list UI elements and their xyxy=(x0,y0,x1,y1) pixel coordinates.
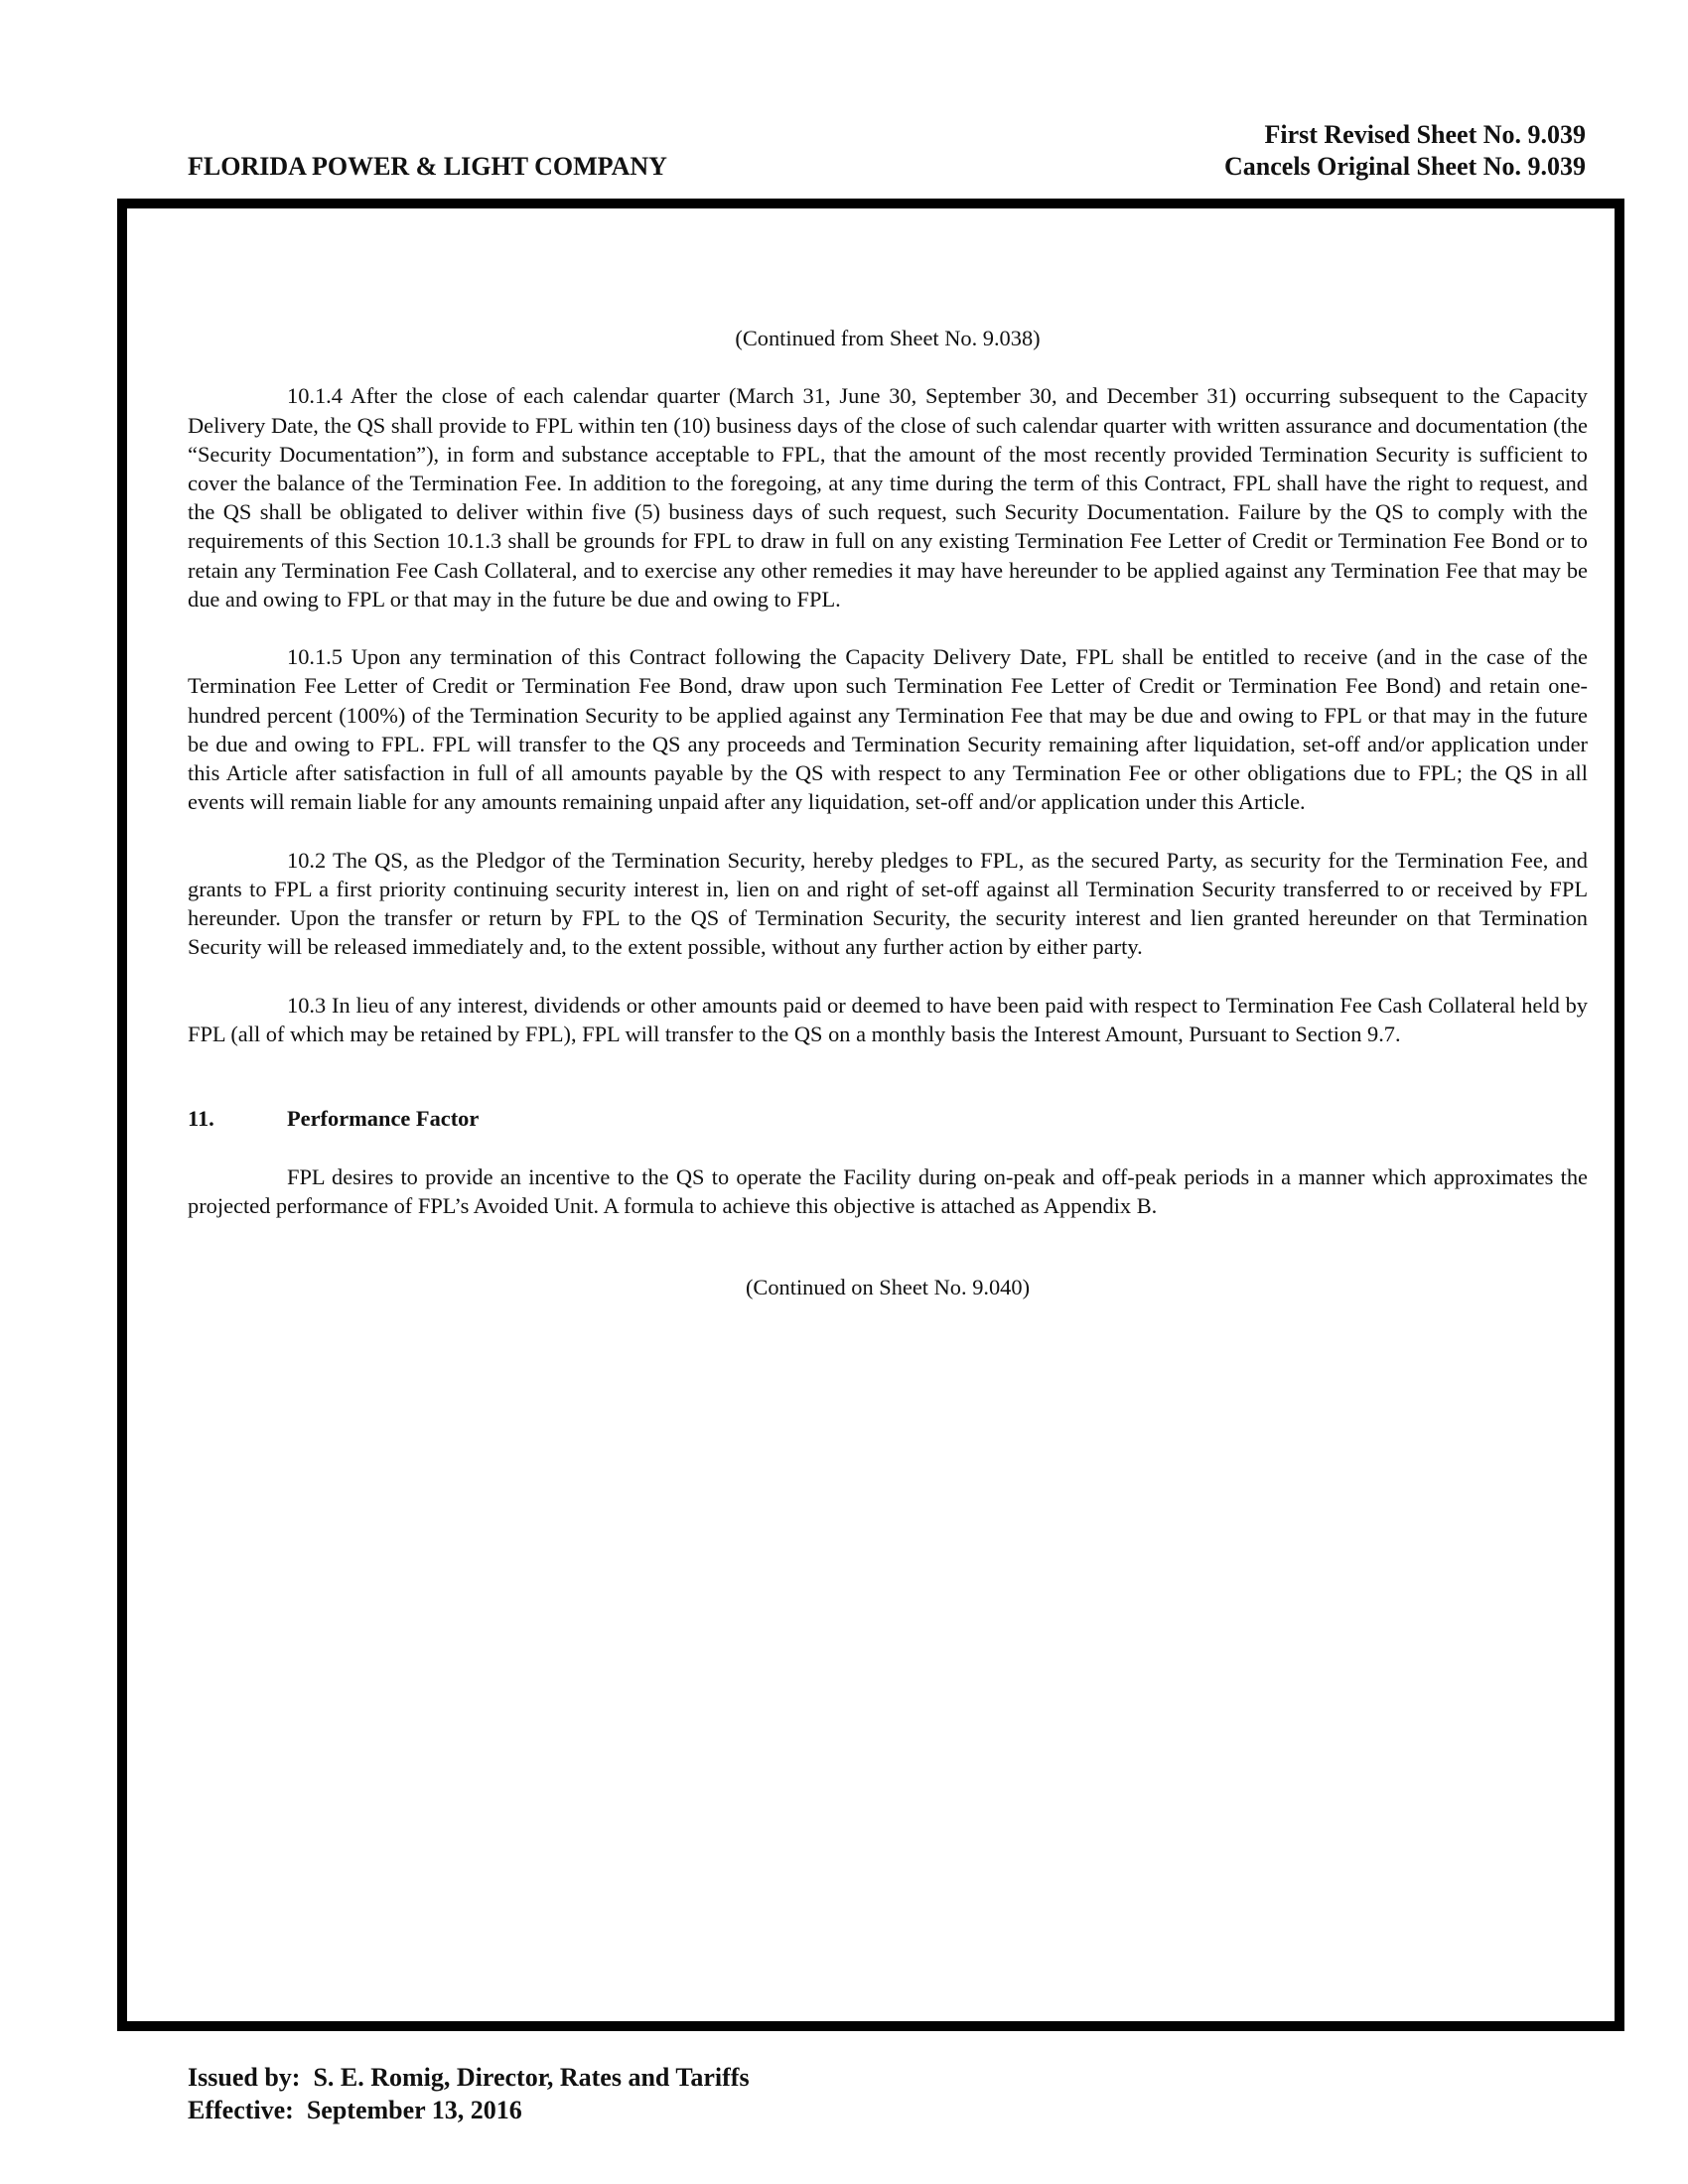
paragraph-10-3: 10.3 In lieu of any interest, dividends or other amounts paid or deemed to have been paid with respect to Termination Fee Cash Collateral held by FPL (all of which may be retained by FPL), FPL will transfer to the QS on a monthly basis the Interest Amount, Pursuant to Section 9.7. xyxy=(188,992,1588,1046)
cancels-sheet-number: Cancels Original Sheet No. 9.039 xyxy=(1224,152,1586,181)
footer xyxy=(188,2061,750,2126)
issued-by-value: S. E. Romig, Director, Rates and Tariffs xyxy=(313,2063,750,2092)
effective-label: Effective: xyxy=(188,2096,294,2124)
continued-on: (Continued on Sheet No. 9.040) xyxy=(745,1274,1031,1299)
issued-by-label: Issued by: xyxy=(188,2063,301,2092)
issued-by-line xyxy=(188,2061,750,2094)
document-body xyxy=(188,308,1588,1301)
paragraph-10-2: 10.2 The QS, as the Pledgor of the Termination Security, hereby pledges to FPL, as the secured Party, as security for the Termination Fee, and grants to FPL a first priority continuing security interest in, lien on and right of set-off against all Termination Security transferred to or received by FPL hereunder. Upon the transfer or return by FPL to the QS of Termination Security, the security interest and lien granted hereunder on that Termination Security will be released immediately and, to the extent possible, without any further action by either party. xyxy=(188,847,1588,960)
paragraph-10-1-4: 10.1.4 After the close of each calendar quarter (March 31, June 30, September 30, and December 31) occurring subsequent to the Capacity Delivery Date, the QS shall provide to FPL within ten (10) business days of the close of such calendar quarter with written assurance and documentation (the “Security Documentation”), in form and substance acceptable to FPL, that the amount of the most recently provided Termination Security is sufficient to cover the balance of the Termination Fee. In addition to the foregoing, at any time during the term of this Contract, FPL shall have the right to request, and the QS shall be obligated to deliver within five (5) business days of such request, such Security Documentation. Failure by the QS to comply with the requirements of this Section 10.1.3 shall be grounds for FPL to draw in full on any existing Termination Fee Letter of Credit or Termination Fee Bond or to retain any Termination Fee Cash Collateral, and to exercise any other remedies it may have hereunder to be applied against any Termination Fee that may be due and owing to FPL or that may in the future be due and owing to FPL. xyxy=(188,383,1588,612)
paragraph-performance-factor: FPL desires to provide an incentive to the QS to operate the Facility during on-peak and off-peak periods in a manner which approximates the projected performance of FPL’s Avoided Unit. A formula to achieve this objective is attached as Appendix B. xyxy=(188,1164,1588,1219)
effective-line xyxy=(188,2094,750,2126)
paragraph-10-1-5: 10.1.5 Upon any termination of this Contract following the Capacity Delivery Date, FPL shall be entitled to receive (and in the case of the Termination Fee Letter of Credit or Termination Fee Bond, draw upon such Termination Fee Letter of Credit or Termination Fee Bond) and retain one- hundred percent (100%) of the Termination Security to be applied against any Termination Fee that may be due and owing to FPL or that may in the future be due and owing to FPL. FPL will transfer to the QS any proceeds and Termination Security remaining after liquidation, set-off and/or application under this Article after satisfaction in full of all amounts payable by the QS with respect to any Termination Fee or other obligations due to FPL; the QS in all events will remain liable for any amounts remaining unpaid after any liquidation, set-off and/or application under this Article. xyxy=(188,644,1588,815)
section-heading xyxy=(188,1104,1588,1133)
sheet-number: First Revised Sheet No. 9.039 xyxy=(1264,120,1586,149)
section-number: 11. xyxy=(188,1106,214,1132)
effective-value: September 13, 2016 xyxy=(306,2096,522,2124)
company-name: FLORIDA POWER & LIGHT COMPANY xyxy=(188,152,667,181)
section-title: Performance Factor xyxy=(287,1106,480,1132)
continued-from: (Continued from Sheet No. 9.038) xyxy=(735,326,1041,350)
